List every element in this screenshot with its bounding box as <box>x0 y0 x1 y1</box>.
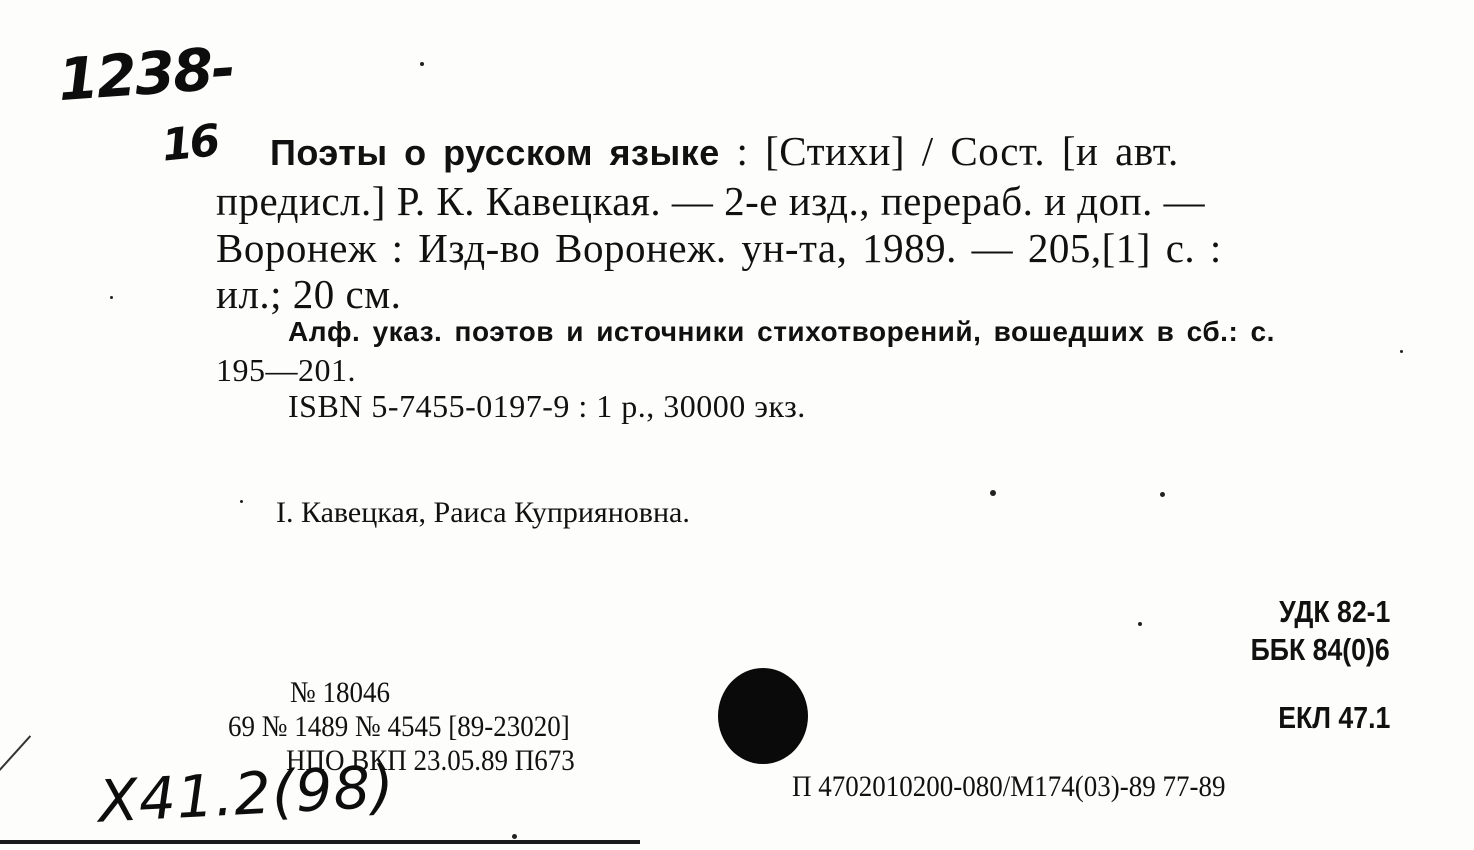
stamp-dot <box>718 668 808 764</box>
note-line-2: 195—201. <box>216 352 356 388</box>
entry-line-1 <box>270 128 1179 176</box>
npo-line: НПО ВКП 23.05.89 П673 <box>286 744 575 777</box>
bbk-code: ББК 84(0)6 <box>1250 632 1390 667</box>
scan-speck <box>1400 350 1403 353</box>
card-number: № 18046 <box>290 676 391 709</box>
ekl-code: ЕКЛ 47.1 <box>1277 700 1390 735</box>
price-code-line: П 4702010200-080/М174(03)-89 77-89 <box>792 770 1226 803</box>
scan-speck <box>420 62 424 66</box>
entry-line-3: Воронеж : Изд-во Воронеж. ун-та, 1989. — 205,[1] с. : <box>216 225 1222 271</box>
note-line-1: Алф. указ. поэтов и источники стихотворений, вошедших в сб.: с. <box>288 316 1275 347</box>
entry-line-2: предисл.] Р. К. Кавецкая. — 2-е изд., перераб. и доп. — <box>216 178 1206 224</box>
entry-line-1-rest: : [Стихи] / Сост. [и авт. <box>719 128 1179 174</box>
added-author-entry: I. Кавецкая, Раиса Куприяновна. <box>276 496 690 529</box>
scan-speck <box>1138 622 1142 626</box>
handwritten-call-number: 1238- <box>55 33 236 115</box>
scan-speck <box>990 490 996 496</box>
scan-speck <box>512 834 517 839</box>
print-order-line: 69 № 1489 № 4545 [89-23020] <box>228 710 570 743</box>
udk-code: УДК 82-1 <box>1278 594 1390 629</box>
isbn-line: ISBN 5-7455-0197-9 : 1 р., 30000 экз. <box>288 388 806 424</box>
scan-speck <box>110 296 113 299</box>
handwritten-shelf-mark: X41.2(98) <box>96 752 397 836</box>
pencil-mark <box>0 735 31 771</box>
scan-speck <box>1160 492 1165 497</box>
card-edge-line <box>0 840 640 844</box>
handwritten-call-number-sub: 16 <box>159 115 220 172</box>
entry-title: Поэты о русском языке <box>270 132 720 173</box>
entry-line-4: ил.; 20 см. <box>216 271 402 317</box>
scan-speck <box>240 500 243 503</box>
